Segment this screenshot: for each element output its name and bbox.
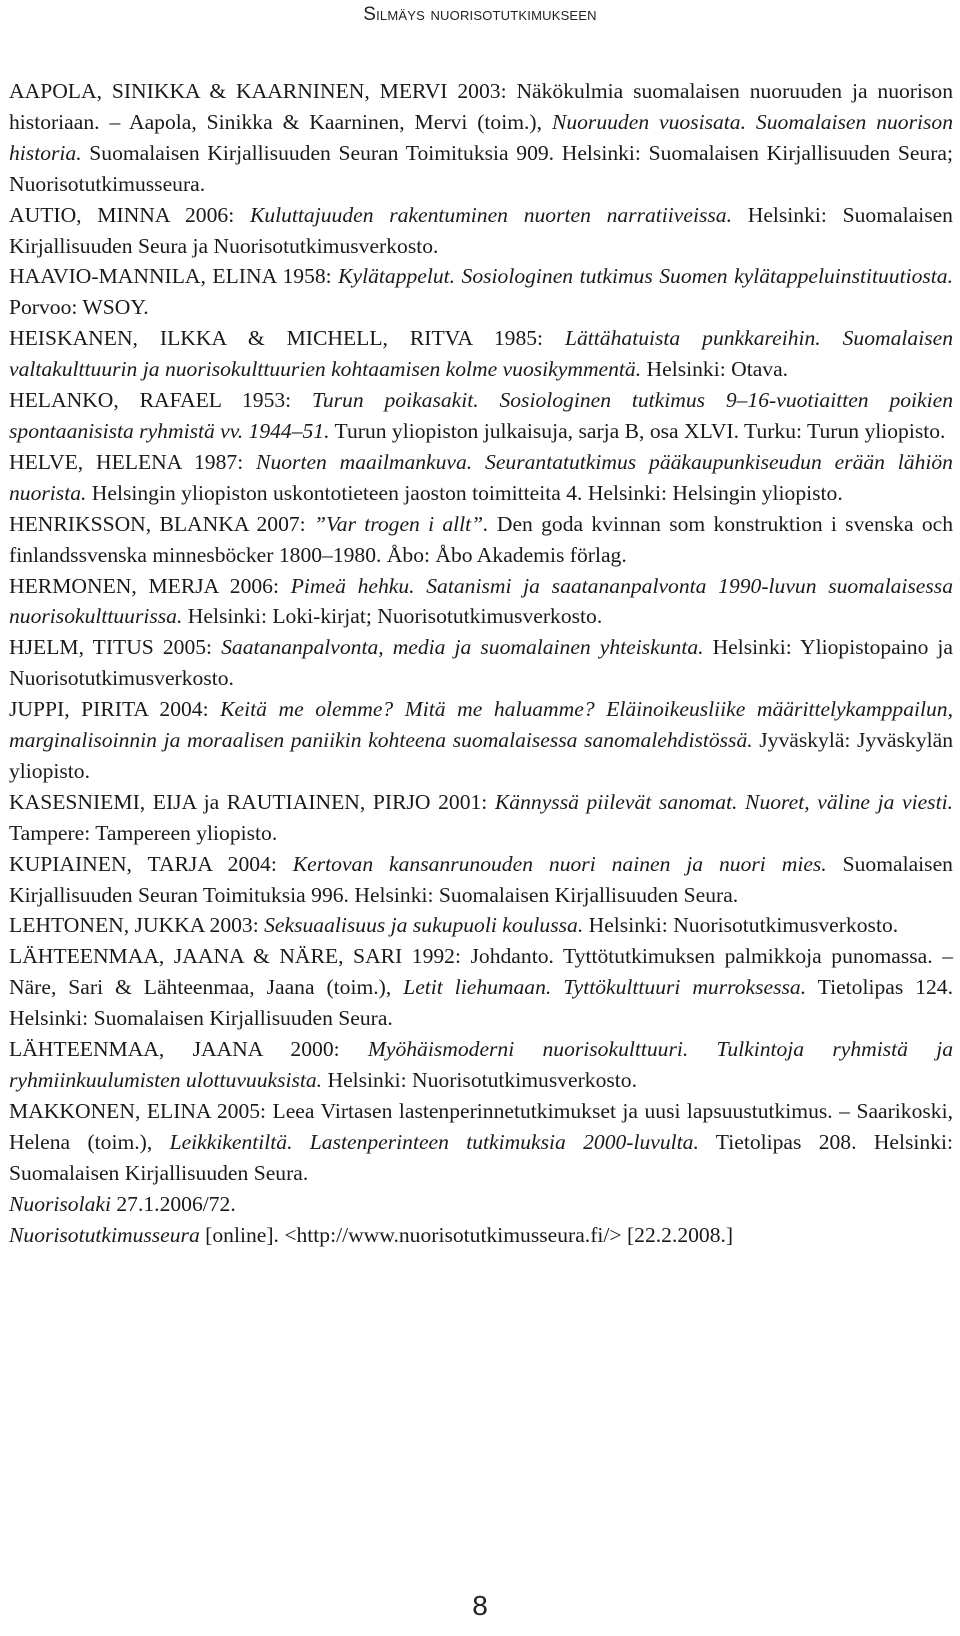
reference-entry <box>9 261 953 323</box>
reference-text: Helsinki: Loki-kirjat; Nuorisotutkimusverkosto. <box>182 604 603 629</box>
reference-text: HJELM, TITUS 2005: <box>9 635 222 660</box>
reference-text: Helsinki: Otava. <box>641 357 789 382</box>
reference-entry <box>9 787 953 849</box>
reference-text: KASESNIEMI, EIJA ja RAUTIAINEN, PIRJO 2001: <box>9 789 495 814</box>
reference-title-italic: Kylätappelut. Sosiologinen tutkimus Suomen kylätappeluinstituutiosta. <box>338 264 953 289</box>
reference-title-italic: Kännyssä piilevät sanomat. Nuoret, väline ja viesti. <box>494 789 953 814</box>
reference-text: HENRIKSSON, BLANKA 2007: <box>9 511 314 536</box>
reference-title-italic: Pimeä hehku. Satanismi ja saatananpalvonta 1990-luvun suomalaisessa nuorisokulttuurissa. <box>9 573 953 629</box>
reference-text: HERMONEN, MERJA 2006: <box>9 573 291 598</box>
reference-text: Tampere: Tampereen yliopisto. <box>9 820 278 845</box>
reference-entry <box>9 323 953 385</box>
reference-entry <box>9 76 953 200</box>
reference-text: HELANKO, RAFAEL 1953: <box>9 388 313 413</box>
reference-text: Porvoo: WSOY. <box>9 295 149 320</box>
reference-text: JUPPI, PIRITA 2004: <box>9 697 221 722</box>
reference-entry <box>9 849 953 911</box>
reference-entry <box>9 447 953 509</box>
reference-title-italic: Seksuaalisuus ja sukupuoli koulussa. <box>264 913 584 938</box>
reference-entry <box>9 509 953 571</box>
reference-entry <box>9 910 953 941</box>
reference-entry <box>9 1034 953 1096</box>
reference-title-italic: Kertovan kansanrunouden nuori nainen ja nuori mies. <box>292 851 827 876</box>
reference-text: Tietolipas 208. Helsinki: Suomalaisen Kirjallisuuden Seura. <box>9 1129 953 1185</box>
reference-text: MAKKONEN, ELINA 2005: Leea Virtasen lastenperinnetutkimukset ja uusi lapsuustutkimus. – Saarikoski, Helena (toim.), <box>9 1098 953 1154</box>
reference-text: AUTIO, MINNA 2006: <box>9 202 250 227</box>
reference-title-italic: Leikkikentiltä. Lastenperinteen tutkimuksia 2000-luvulta. <box>169 1129 699 1154</box>
reference-text: Helsinki: Suomalaisen Kirjallisuuden Seura ja Nuorisotutkimusverkosto. <box>9 202 953 258</box>
reference-entry <box>9 1096 953 1189</box>
reference-list <box>9 76 953 1250</box>
reference-text: HELVE, HELENA 1987: <box>9 449 257 474</box>
running-head: Silmäys nuorisotutkimukseen <box>363 4 597 25</box>
reference-text: LÄHTEENMAA, JAANA & NÄRE, SARI 1992: Johdanto. Tyttötutkimuksen palmikkoja punomassa. – Näre, Sari & Lähteenmaa, Jaana (toim.), <box>9 944 953 1000</box>
reference-title-italic: Kuluttajuuden rakentuminen nuorten narratiiveissa. <box>249 202 732 227</box>
reference-entry <box>9 1220 953 1251</box>
reference-entry <box>9 1189 953 1220</box>
reference-text: HEISKANEN, ILKKA & MICHELL, RITVA 1985: <box>9 326 565 351</box>
reference-text: Helsinki: Nuorisotutkimusverkosto. <box>583 913 899 938</box>
reference-entry <box>9 632 953 694</box>
reference-title-italic: ”Var trogen i allt”. <box>313 511 489 536</box>
reference-text: HAAVIO-MANNILA, ELINA 1958: <box>9 264 339 289</box>
reference-title-italic: Turun poikasakit. Sosiologinen tutkimus 9–16-vuotiaitten poikien spontaanisista ryhmistä vv. 1944–51. <box>9 388 953 443</box>
reference-entry <box>9 200 953 262</box>
reference-text: LÄHTEENMAA, JAANA 2000: <box>9 1037 368 1062</box>
reference-title-italic: Nuorisotutkimusseura <box>9 1222 200 1247</box>
reference-title-italic: Saatananpalvonta, media ja suomalainen yhteiskunta. <box>221 635 704 660</box>
reference-entry <box>9 571 953 633</box>
reference-title-italic: Nuorten maailmankuva. Seurantatutkimus pääkaupunkiseudun erään lähiön nuorista. <box>9 449 953 505</box>
reference-text: 27.1.2006/72. <box>110 1191 236 1216</box>
reference-title-italic: Myöhäismoderni nuorisokulttuuri. Tulkintoja ryhmistä ja ryhmiinkuulumisten ulottuvuuksista. <box>9 1037 953 1092</box>
reference-title-italic: Nuorisolaki <box>9 1191 111 1216</box>
reference-title-italic: Lättähatuista punkkareihin. Suomalaisen valtakulttuurin ja nuorisokulttuurien kohtaamisen kolme vuosikymmentä. <box>9 326 953 382</box>
page-number: 8 <box>472 1590 488 1621</box>
reference-entry <box>9 941 953 1034</box>
reference-title-italic: Nuoruuden vuosisata. Suomalaisen nuorison historia. <box>9 109 954 165</box>
reference-text: AAPOLA, SINIKKA & KAARNINEN, MERVI 2003: Näkökulmia suomalaisen nuoruuden ja nuorison historiaan. – Aapola, Sinikka & Kaarninen, Mervi (toim.), <box>9 79 953 134</box>
reference-text: KUPIAINEN, TARJA 2004: <box>9 851 293 876</box>
reference-text: Den goda kvinnan som konstruktion i svenska och finlandssvenska minnesböcker 1800–1980. Åbo: Åbo Akademis förlag. <box>9 511 953 567</box>
reference-text: Suomalaisen Kirjallisuuden Seuran Toimituksia 909. Helsinki: Suomalaisen Kirjallisuuden Seura; Nuorisotutkimusseura. <box>9 140 953 196</box>
reference-entry <box>9 385 953 447</box>
reference-text: Jyväskylä: Jyväskylän yliopisto. <box>9 728 953 783</box>
reference-text: [online]. <http://www.nuorisotutkimusseura.fi/> [22.2.2008.] <box>199 1222 734 1247</box>
reference-title-italic: Keitä me olemme? Mitä me haluamme? Eläinoikeusliike määrittelykamppailun, marginalisoinnin ja moraalisen paniikin kohteena suomalaisessa sanomalehdistössä. <box>9 697 953 753</box>
reference-text: LEHTONEN, JUKKA 2003: <box>9 913 265 938</box>
reference-text: Helsingin yliopiston uskontotieteen jaoston toimitteita 4. Helsinki: Helsingin yliopisto. <box>86 480 843 505</box>
reference-text: Turun yliopiston julkaisuja, sarja B, osa XLVI. Turku: Turun yliopisto. <box>329 418 946 443</box>
reference-text: Helsinki: Nuorisotutkimusverkosto. <box>322 1068 637 1092</box>
reference-title-italic: Letit liehumaan. Tyttökulttuuri murroksessa. <box>403 975 807 1000</box>
reference-text: Helsinki: Yliopistopaino ja Nuorisotutkimusverkosto. <box>9 635 953 691</box>
reference-entry <box>9 694 953 787</box>
reference-text: Suomalaisen Kirjallisuuden Seuran Toimituksia 996. Helsinki: Suomalaisen Kirjallisuuden Seura. <box>9 851 953 907</box>
reference-text: Tietolipas 124. Helsinki: Suomalaisen Kirjallisuuden Seura. <box>9 975 953 1031</box>
